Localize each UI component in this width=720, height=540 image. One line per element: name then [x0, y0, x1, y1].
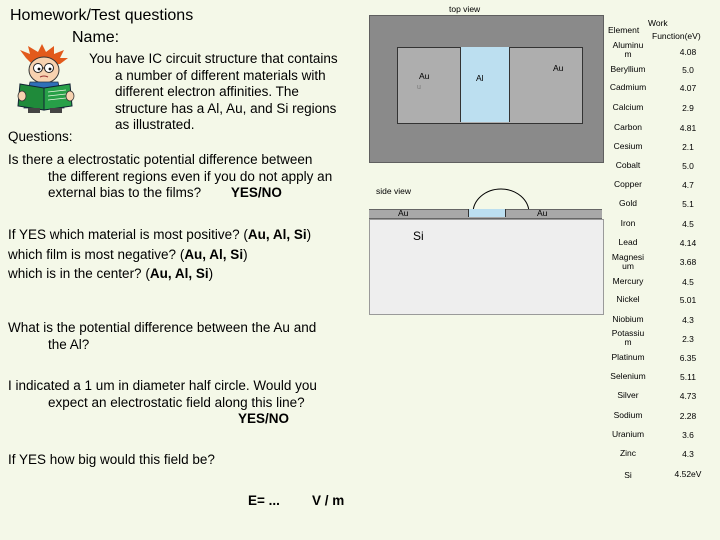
work-function-value: 2.1: [682, 142, 694, 152]
element-name: Copper: [614, 179, 642, 189]
work-function-value: 4.52eV: [674, 469, 702, 479]
top-view-au-left-sublabel: u: [417, 84, 421, 91]
question-6: [8, 378, 368, 428]
work-function-value: 4.7: [682, 180, 694, 190]
work-function-value: 4.14: [679, 238, 697, 248]
element-name: Calcium: [612, 102, 644, 112]
intro-line: a number of different materials with: [115, 67, 326, 83]
element-name: Gold: [619, 198, 637, 208]
work-function-value: 4.3: [682, 449, 694, 459]
page-title: Homework/Test questions: [10, 7, 194, 24]
top-view-label: top view: [449, 4, 481, 14]
e-field-answer[interactable]: E= ...: [248, 493, 280, 508]
element-name: Zinc: [619, 448, 637, 458]
element-name: Platinum: [611, 352, 645, 362]
element-name-cont: m: [624, 337, 632, 347]
element-name: Nickel: [616, 294, 640, 304]
side-view-si-substrate: [369, 219, 604, 315]
element-name: Si: [624, 470, 632, 480]
work-function-value: 3.68: [679, 257, 697, 267]
table-header-work: Work: [648, 18, 668, 28]
question-6-answer[interactable]: YES/NO: [238, 411, 290, 426]
intro-line: structure has a Al, Au, and Si regions: [115, 100, 337, 116]
question-2-options[interactable]: Au, Al, Si: [247, 227, 307, 242]
element-name: Cesium: [613, 141, 643, 151]
side-view-label: side view: [376, 186, 411, 196]
question-4: [8, 266, 368, 283]
element-name: Iron: [620, 218, 636, 228]
question-4-options[interactable]: Au, Al, Si: [149, 266, 209, 281]
question-6-line: expect an electrostatic field along this line?: [48, 394, 305, 410]
element-name: Selenium: [610, 371, 646, 381]
work-function-value: 4.5: [682, 277, 694, 287]
element-name: Potassiu: [611, 328, 645, 338]
element-name-cont: um: [622, 261, 634, 271]
question-1: [8, 152, 358, 202]
question-3-options[interactable]: Au, Al, Si: [184, 247, 244, 262]
intro-paragraph: [89, 51, 359, 134]
work-function-value: 5.11: [680, 372, 696, 382]
element-name: Cobalt: [615, 160, 641, 170]
intro-line: You have IC circuit structure that contains: [89, 51, 338, 66]
element-name: Niobium: [612, 314, 644, 324]
question-2-text: If YES which material is most positive? (: [8, 227, 248, 242]
close-paren: ): [243, 247, 248, 262]
element-name: Lead: [618, 237, 638, 247]
work-function-value: 2.3: [682, 334, 694, 344]
question-2: [8, 227, 368, 244]
work-function-value: 3.6: [682, 430, 694, 440]
element-name: Uranium: [611, 429, 645, 439]
element-name: Silver: [617, 390, 639, 400]
top-view-al-region: [460, 47, 510, 122]
question-7: If YES how big would this field be?: [8, 452, 215, 467]
work-function-value: 4.08: [679, 47, 697, 57]
question-1-line: the different regions even if you do not apply an: [48, 168, 333, 184]
intro-line: different electron affinities. The: [115, 84, 299, 99]
element-name: Cadmium: [609, 82, 647, 92]
work-function-value: 4.07: [679, 83, 697, 93]
question-5-line: What is the potential difference between the Au and: [8, 320, 317, 335]
top-view-au-right-label: Au: [553, 63, 564, 73]
work-function-value: 4.73: [679, 391, 697, 401]
side-view-au-right-label: Au: [537, 208, 548, 218]
element-name: Beryllium: [610, 64, 646, 74]
element-name: Magnesi: [611, 252, 645, 262]
work-function-value: 4.3: [682, 315, 694, 325]
work-function-value: 5.1: [682, 199, 694, 209]
work-function-value: 5.01: [679, 295, 697, 305]
close-paren: ): [208, 266, 214, 281]
e-field-unit: V / m: [312, 493, 345, 508]
element-name: Carbon: [614, 122, 642, 132]
question-1-line: Is there a electrostatic potential difference between: [8, 152, 313, 167]
element-name-cont: m: [624, 49, 632, 59]
question-6-line: I indicated a 1 um in diameter half circle. Would you: [8, 378, 317, 393]
top-view-al-label: Al: [476, 73, 484, 83]
work-function-value: 2.28: [679, 411, 697, 421]
table-header-element: Element: [608, 25, 640, 35]
name-label: Name:: [72, 29, 120, 46]
question-3-text: which film is most negative? (: [8, 247, 185, 262]
intro-line: as illustrated.: [115, 117, 195, 132]
question-5-line: the Al?: [48, 336, 90, 352]
student-reading-clipart: [14, 44, 82, 116]
work-function-value: 2.9: [682, 103, 694, 113]
question-1-line: external bias to the films?: [48, 185, 202, 200]
work-function-value: 4.81: [679, 123, 697, 133]
question-4-text: which is in the center? (: [8, 266, 150, 281]
question-1-answer[interactable]: YES/NO: [230, 185, 282, 200]
close-paren: ): [306, 227, 312, 242]
question-5: [8, 320, 368, 353]
work-function-value: 6.35: [679, 353, 697, 363]
work-function-value: 4.5: [682, 219, 694, 229]
work-function-value: 5.0: [682, 65, 694, 75]
side-view-si-label: Si: [413, 229, 424, 243]
element-name: Mercury: [612, 276, 644, 286]
table-header-function: Function(eV): [652, 31, 701, 41]
top-view-au-left-label: Au: [419, 71, 430, 81]
element-name: Aluminu: [612, 40, 644, 50]
side-view-au-left-label: Au: [398, 208, 409, 218]
element-name: Sodium: [613, 410, 643, 420]
side-view-al-segment: [468, 209, 506, 217]
question-3: [8, 247, 368, 264]
questions-heading: Questions:: [8, 129, 73, 144]
work-function-value: 5.0: [682, 161, 694, 171]
